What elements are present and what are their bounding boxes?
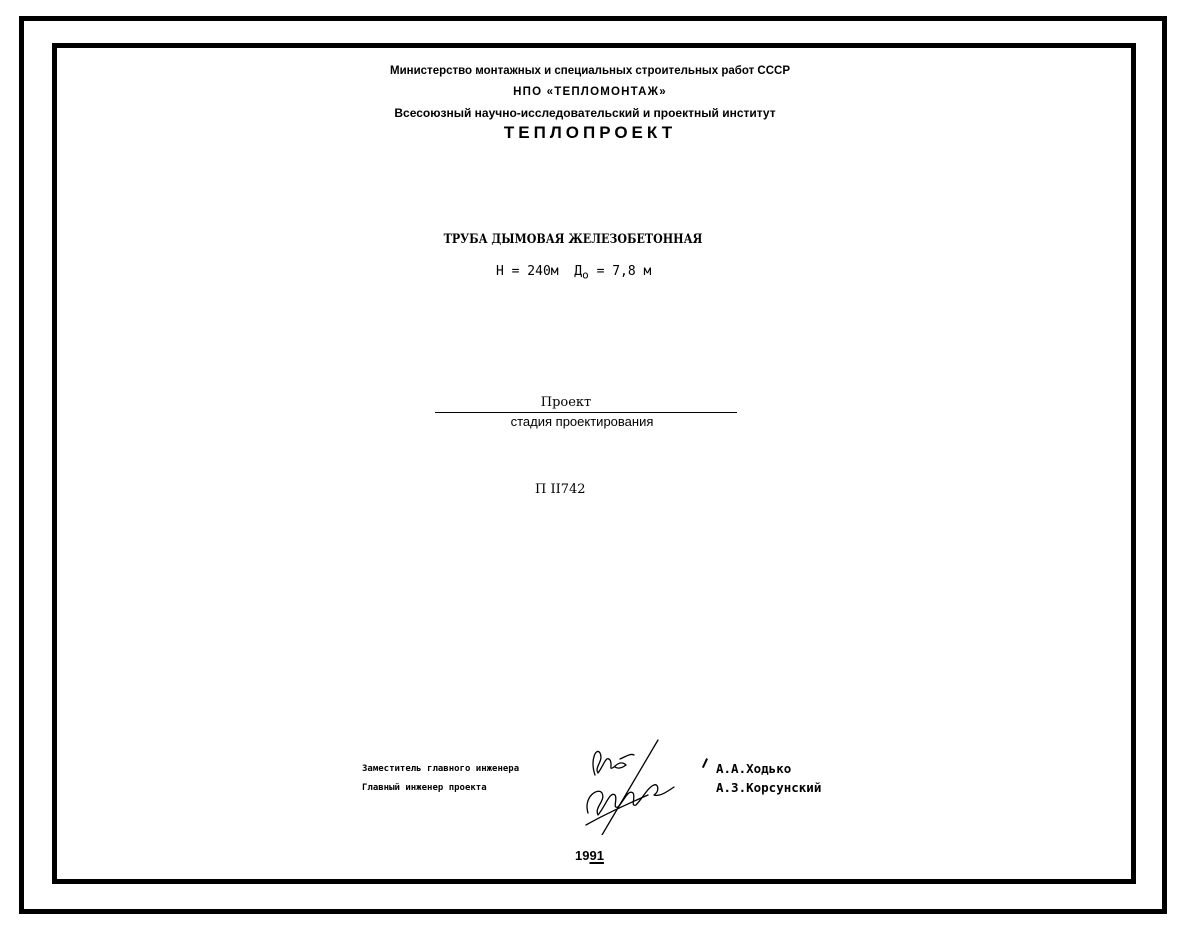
handwritten-signatures xyxy=(580,735,690,835)
signatory-role-2: Главный инженер проекта xyxy=(362,783,487,793)
document-code: П II742 xyxy=(535,482,586,497)
diameter-value: = 7,8 м xyxy=(596,264,652,279)
stage-caption: стадия проектирования xyxy=(510,414,654,429)
signatory-name-1: А.А.Ходько xyxy=(716,761,792,776)
object-title: ТРУБА ДЫМОВАЯ ЖЕЛЕЗОБЕТОННАЯ xyxy=(443,232,703,247)
year xyxy=(575,848,604,863)
institute-line: Всесоюзный научно-исследовательский и проектный институт xyxy=(394,106,776,120)
height-param: Н = 240м xyxy=(496,264,559,279)
diameter-prefix: Д xyxy=(574,264,583,279)
signatory-role-1: Заместитель главного инженера xyxy=(362,764,520,774)
signatory-name-2: А.З.Корсунский xyxy=(716,780,822,795)
npo-line: НПО «ТЕПЛОМОНТАЖ» xyxy=(513,86,667,98)
stage-rule xyxy=(435,412,737,413)
stage-value: Проект xyxy=(540,395,592,410)
object-parameters xyxy=(496,264,651,282)
year-prefix: 19 xyxy=(575,848,590,863)
year-suffix: 91 xyxy=(589,848,604,863)
diameter-subscript: о xyxy=(582,268,589,282)
institute-name: ТЕПЛОПРОЕКТ xyxy=(503,123,677,142)
ministry-line: Министерство монтажных и специальных строительных работ СССР xyxy=(390,65,790,77)
